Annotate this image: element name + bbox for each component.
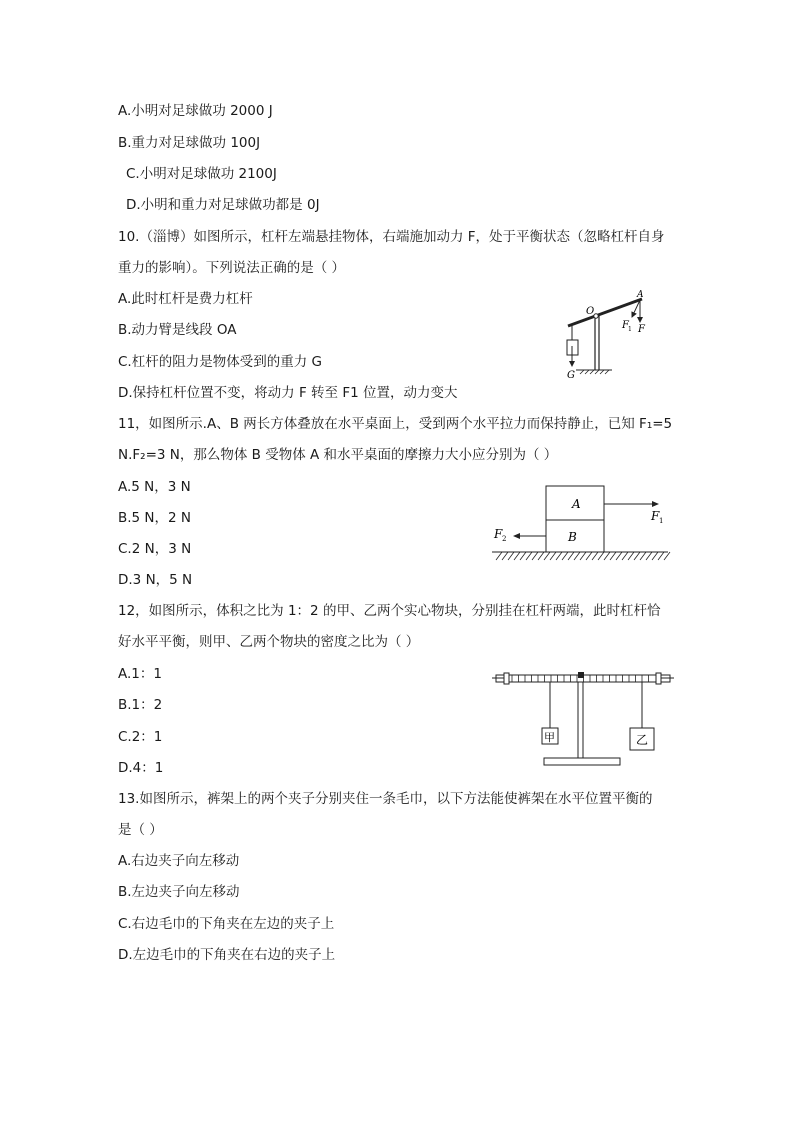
q12-option-d: D.4：1 <box>118 760 164 776</box>
q12-stem-line1: 12，如图所示，体积之比为 1：2 的甲、乙两个实心物块，分别挂在杠杆两端，此时杠杆恰 <box>118 603 661 619</box>
pivot-o <box>594 314 598 318</box>
q12-option-a: A.1：1 <box>118 666 162 682</box>
q12-stem-line2: 好水平平衡，则甲、乙两个物块的密度之比为（ ） <box>118 634 420 650</box>
table-hatch <box>496 552 670 560</box>
label-f1-sub: 1 <box>628 326 632 333</box>
label-g: G <box>567 370 575 380</box>
label-f1-sub: 1 <box>659 517 664 525</box>
beam-end-left <box>504 673 509 684</box>
q13-option-d: D.左边毛巾的下角夹在右边的夹子上 <box>118 947 336 963</box>
q10-option-b: B.动力臂是线段 OA <box>118 322 237 338</box>
q10-stem-line1: 10.（淄博）如图所示，杠杆左端悬挂物体，右端施加动力 F，处于平衡状态（忽略杠杆自身 <box>118 229 665 245</box>
q11-option-c: C.2 N，3 N <box>118 541 192 557</box>
q11-stem-line2: N.F₂=3 N，那么物体 B 受物体 A 和水平桌面的摩擦力大小应分别为（ ） <box>118 447 558 463</box>
pivot-knob <box>578 672 584 678</box>
label-f: F <box>638 324 645 335</box>
label-b: B <box>568 530 577 544</box>
q13-stem-line1: 13.如图所示，裤架上的两个夹子分别夹住一条毛巾，以下方法能使裤架在水平位置平衡的 <box>118 791 653 807</box>
beam-end-right <box>656 673 661 684</box>
q11-option-d: D.3 N，5 N <box>118 572 193 588</box>
q12-option-b: B.1：2 <box>118 697 163 713</box>
label-jia: 甲 <box>544 731 555 744</box>
q11-option-b: B.5 N，2 N <box>118 510 192 526</box>
q11-stem-line1: 11，如图所示.A、B 两长方体叠放在水平桌面上，受到两个水平拉力而保持静止，已知 F₁=5 <box>118 416 673 432</box>
stand-base <box>544 758 620 765</box>
label-o: O <box>586 306 595 317</box>
ground-hatch <box>580 370 609 374</box>
q10-stem-line2: 重力的影响）。下列说法正确的是（ ） <box>118 260 346 276</box>
lever-bar <box>568 299 642 326</box>
q9-option-b: B.重力对足球做功 100J <box>118 135 261 151</box>
label-a: A <box>637 290 644 300</box>
lever-figure <box>560 286 660 380</box>
label-f2: F <box>494 527 503 541</box>
label-f2-sub: 2 <box>502 535 507 543</box>
q10-option-c: C.杠杆的阻力是物体受到的重力 G <box>118 354 322 370</box>
q12-option-c: C.2：1 <box>118 729 163 745</box>
q13-option-c: C.右边毛巾的下角夹在左边的夹子上 <box>118 916 335 932</box>
q9-option-c: C.小明对足球做功 2100J <box>126 166 277 182</box>
q9-option-a: A.小明对足球做功 2000 J <box>118 103 273 119</box>
label-a: A <box>572 497 581 511</box>
label-yi: 乙 <box>636 733 649 747</box>
label-f1: F <box>622 320 629 331</box>
label-f1: F <box>651 509 660 523</box>
blocks-figure <box>488 484 672 568</box>
balance-figure <box>490 664 676 770</box>
q10-option-a: A.此时杠杆是费力杠杆 <box>118 291 253 307</box>
q9-option-d: D.小明和重力对足球做功都是 0J <box>126 197 320 213</box>
q13-option-a: A.右边夹子向左移动 <box>118 853 240 869</box>
q10-option-d: D.保持杠杆位置不变，将动力 F 转至 F1 位置，动力变大 <box>118 385 458 401</box>
q13-option-b: B.左边夹子向左移动 <box>118 884 240 900</box>
q13-stem-line2: 是（ ） <box>118 822 163 838</box>
q11-option-a: A.5 N，3 N <box>118 479 191 495</box>
